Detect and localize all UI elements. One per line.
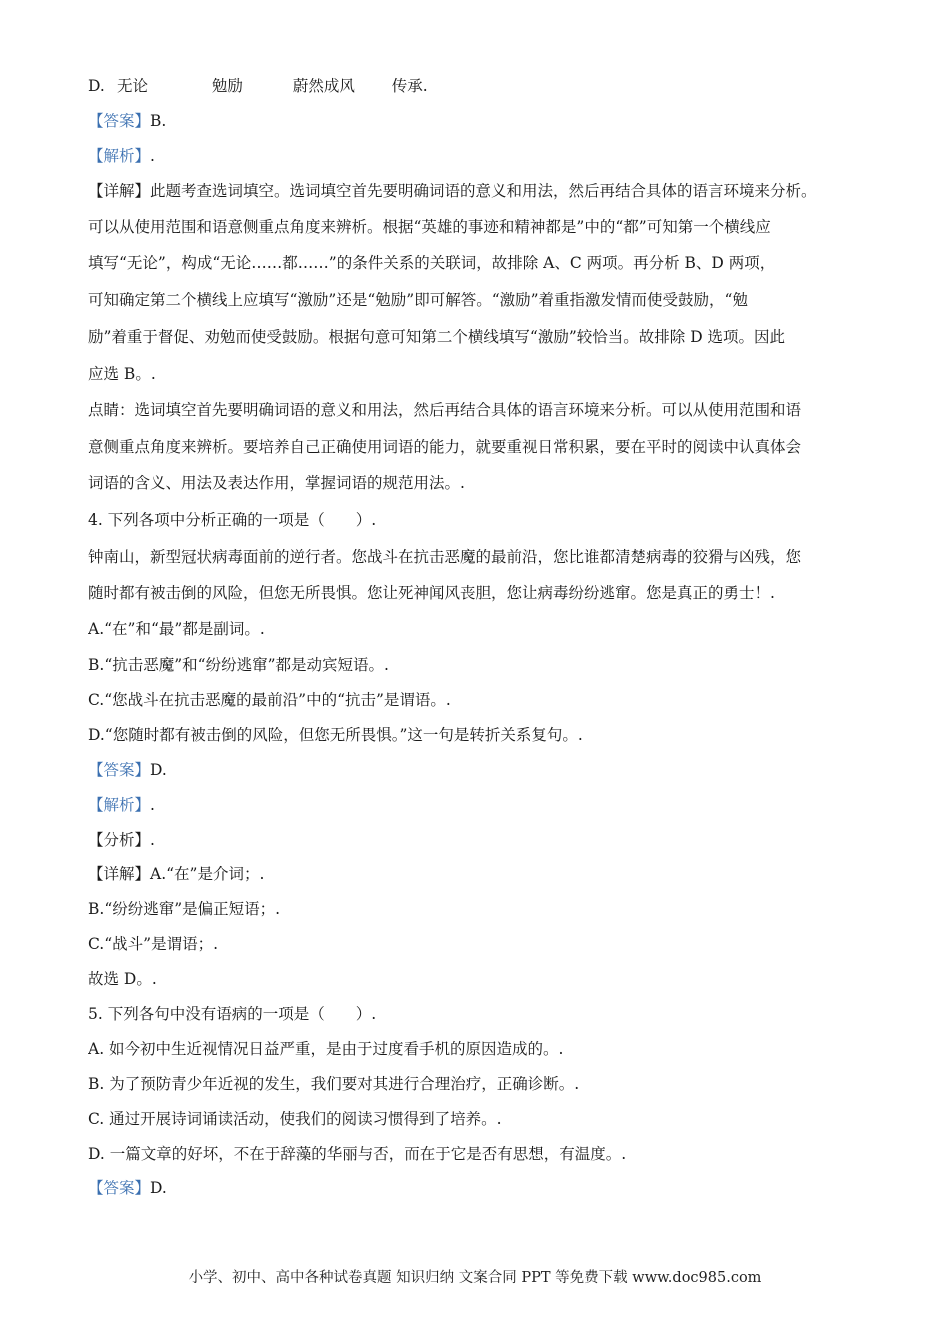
detail-line-1: 【详解】此题考查选词填空。选词填空首先要明确词语的意义和用法，然后再结合具体的语言环境来分析。: [88, 182, 817, 200]
note-line-2: 意侧重点角度来辨析。要培养自己正确使用词语的能力，就要重视日常积累，要在平时的阅读中认真体会: [88, 438, 802, 456]
answer-line: [88, 759, 878, 781]
analysis-line: [88, 794, 878, 816]
page-footer: 小学、初中、高中各种试卷真题 知识归纳 文案合同 PPT 等免费下载 www.doc985.com: [188, 1270, 762, 1286]
answer-tag: 【答案】: [88, 1179, 151, 1197]
detail-item-c: C.“战斗”是谓语；.: [88, 935, 219, 953]
answer-line: [88, 1177, 878, 1199]
answer-tag: 【答案】: [88, 761, 151, 779]
answer-line: [88, 110, 878, 132]
detail-line-2: 可以从使用范围和语意侧重点角度来辨析。根据“英雄的事迹和精神都是”中的“都”可知第一个横线应: [88, 218, 771, 236]
detail-item-b: B.“纷纷逃窜”是偏正短语；.: [88, 900, 281, 918]
answer-value: B.: [150, 112, 167, 130]
analysis-tag: 【解析】: [88, 147, 151, 165]
analysis-line: [88, 145, 878, 167]
question-5-option-d: D. 一篇文章的好坏，不在于辞藻的华丽与否，而在于它是否有思想，有温度。.: [88, 1145, 627, 1163]
option-d-line: [88, 75, 878, 97]
question-5-option-a: A. 如今初中生近视情况日益严重，是由于过度看手机的原因造成的。.: [88, 1040, 564, 1058]
conclusion-line: 故选 D。.: [88, 970, 157, 988]
note-line-1: 点睛：选词填空首先要明确词语的意义和用法，然后再结合具体的语言环境来分析。可以从使用范围和语: [88, 401, 802, 419]
question-5-option-b: B. 为了预防青少年近视的发生，我们要对其进行合理治疗，正确诊断。.: [88, 1075, 580, 1093]
option-word-2: 勉励: [211, 77, 243, 95]
detail-line-3: 填写“无论”，构成“无论……都……”的条件关系的关联词，故排除 A、C 两项。再分析 B、D 两项，: [88, 254, 776, 272]
question-4-option-b: B.“抗击恶魔”和“纷纷逃窜”都是动宾短语。.: [88, 656, 389, 674]
detail-line-5: 励”着重于督促、劝勉而使受鼓励。根据句意可知第二个横线填写“激励”较恰当。故排除 D 选项。因此: [88, 328, 786, 346]
question-4-option-c: C.“您战斗在抗击恶魔的最前沿”中的“抗击”是谓语。.: [88, 691, 451, 709]
question-4-title: 4. 下列各项中分析正确的一项是（ ）.: [88, 511, 377, 529]
question-4-option-d: D.“您随时都有被击倒的风险，但您无所畏惧。”这一句是转折关系复句。.: [88, 726, 583, 744]
analysis-heading: 【分析】.: [88, 831, 155, 849]
answer-value: D.: [150, 761, 167, 779]
option-word-4: 传承.: [391, 77, 428, 95]
analysis-value: .: [150, 796, 155, 814]
question-5-option-c: C. 通过开展诗词诵读活动，使我们的阅读习惯得到了培养。.: [88, 1110, 502, 1128]
analysis-tag: 【解析】: [88, 796, 151, 814]
analysis-value: .: [150, 147, 155, 165]
option-label: D.: [88, 77, 105, 95]
option-word-3: 蔚然成风: [292, 77, 355, 95]
answer-value: D.: [150, 1179, 167, 1197]
note-line-3: 词语的含义、用法及表达作用，掌握词语的规范用法。.: [88, 474, 465, 492]
question-4-passage-1: 钟南山，新型冠状病毒面前的逆行者。您战斗在抗击恶魔的最前沿，您比谁都清楚病毒的狡猾与凶残，您: [88, 548, 802, 566]
detail-item-a: 【详解】A.“在”是介词；.: [88, 865, 265, 883]
question-4-passage-2: 随时都有被击倒的风险，但您无所畏惧。您让死神闻风丧胆，您让病毒纷纷逃窜。您是真正的勇士！.: [88, 584, 775, 602]
answer-tag: 【答案】: [88, 112, 151, 130]
question-4-option-a: A.“在”和“最”都是副词。.: [88, 620, 265, 638]
question-5-title: 5. 下列各句中没有语病的一项是（ ）.: [88, 1005, 377, 1023]
detail-line-4: 可知确定第二个横线上应填写“激励”还是“勉励”即可解答。“激励”着重指激发情而使受鼓励，“勉: [88, 291, 748, 309]
option-word-1: 无论: [116, 77, 148, 95]
detail-line-6: 应选 B。.: [88, 365, 156, 383]
